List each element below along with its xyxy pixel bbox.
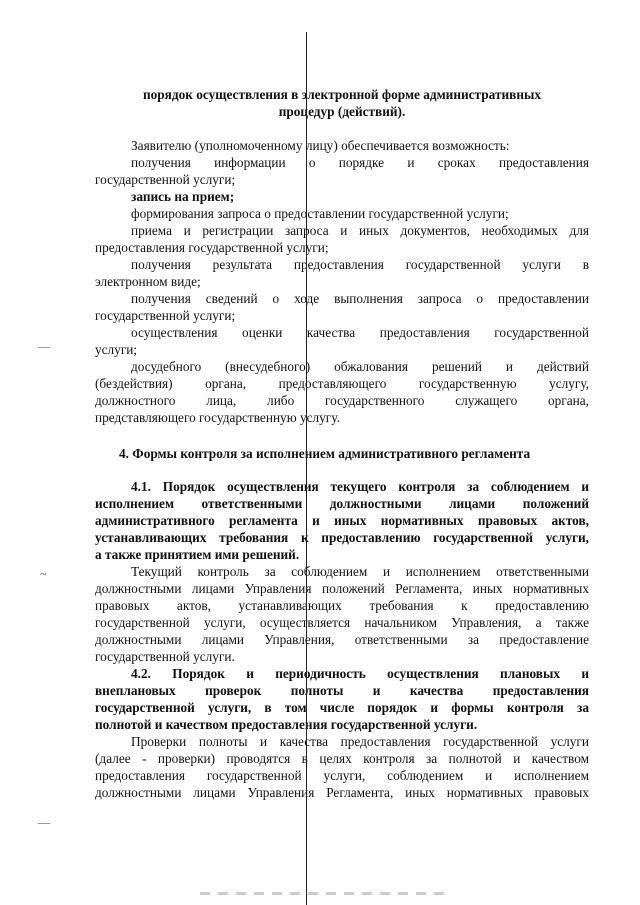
heading-line-2: процедур (действий).	[278, 104, 406, 119]
margin-mark-2: ~	[40, 567, 47, 581]
para-1-line-2: должностными лицами Управления положений Регламента, иных нормативных	[95, 581, 589, 596]
item-8-line-2: (бездействия) органа, предоставляющего государственную услугу,	[95, 376, 589, 391]
para-1-rest: государственной услуги.	[95, 649, 235, 664]
sub-4-1-line-1: 4.1. Порядок осуществления текущего контроля за соблюдением и	[131, 479, 589, 494]
scan-vertical-line	[306, 32, 307, 905]
item-5-line-1: получения результата предоставления государственной услуги в	[131, 257, 589, 272]
item-7-line-1: осуществления оценки качества предоставления государственной	[131, 325, 589, 340]
para-2-line-1: Проверки полноты и качества предоставления государственной услуги	[131, 734, 589, 749]
para-1-line-1: Текущий контроль за соблюдением и исполнением ответственными	[131, 564, 589, 579]
item-4-rest: предоставления государственной услуги;	[95, 240, 329, 255]
para-2-line-4: должностными лицами Управления Регламента, иных нормативных правовых	[95, 785, 589, 800]
item-1-line-1: получения информации о порядке и сроках предоставления	[131, 155, 589, 170]
sub-4-2-line-2: внеплановых проверок полноты и качества предоставления	[95, 683, 589, 698]
item-4-line-1: приема и регистрации запроса и иных документов, необходимых для	[131, 223, 589, 238]
margin-mark-3: —	[38, 815, 50, 829]
item-8-line-3: должностного лица, либо государственного служащего органа,	[95, 393, 589, 408]
section-4-title: 4. Формы контроля за исполнением административного регламента	[119, 446, 531, 461]
sub-4-1-line-2: исполнением ответственными должностными лицами положений	[95, 496, 589, 511]
sub-4-2-line-3: государственной услуги, в том числе порядок и формы контроля за	[95, 700, 589, 715]
item-6-line-1: получения сведений о ходе выполнения запроса о предоставлении	[131, 291, 589, 306]
sub-4-1-line-3: административного регламента и иных нормативных правовых актов,	[95, 513, 589, 528]
item-8-rest: представляющего государственную услугу.	[95, 410, 340, 425]
sub-4-2-line-1: 4.2. Порядок и периодичность осуществления плановых и	[131, 666, 589, 681]
sub-4-1-line-4: устанавливающих требования к предоставлению государственной услуги,	[95, 530, 589, 545]
sub-4-2-rest: полнотой и качеством предоставления государственной услуги.	[95, 717, 478, 732]
para-2-line-3: предоставления государственной услуги, соблюдением и исполнением	[95, 768, 589, 783]
item-8-line-1: досудебного (внесудебного) обжалования решений и действий	[131, 359, 589, 374]
item-7-rest: услуги;	[95, 342, 138, 357]
para-1-line-4: государственной услуги, осуществляется начальником Управления, а также	[95, 615, 589, 630]
item-2: запись на прием;	[131, 189, 235, 204]
heading-line-1: порядок осуществления в электронной форме административных	[142, 87, 542, 102]
item-1-rest: государственной услуги;	[95, 172, 236, 187]
sub-4-1-rest: а также принятием ими решений.	[95, 547, 300, 562]
margin-mark-1: —	[38, 339, 50, 353]
item-5-rest: электронном виде;	[95, 274, 201, 289]
para-1-line-3: правовых актов, устанавливающих требования к предоставлению	[95, 598, 589, 613]
intro-text: Заявителю (уполномоченному лицу) обеспечивается возможность:	[131, 138, 510, 153]
item-6-rest: государственной услуги;	[95, 308, 236, 323]
scan-footer-noise	[200, 892, 450, 895]
para-2-line-2: (далее - проверки) проводятся в целях контроля за полнотой и качеством	[95, 751, 589, 766]
item-3: формирования запроса о предоставлении государственной услуги;	[131, 206, 509, 221]
para-1-line-5: должностными лицами Управления, ответственными за предоставление	[95, 632, 589, 647]
